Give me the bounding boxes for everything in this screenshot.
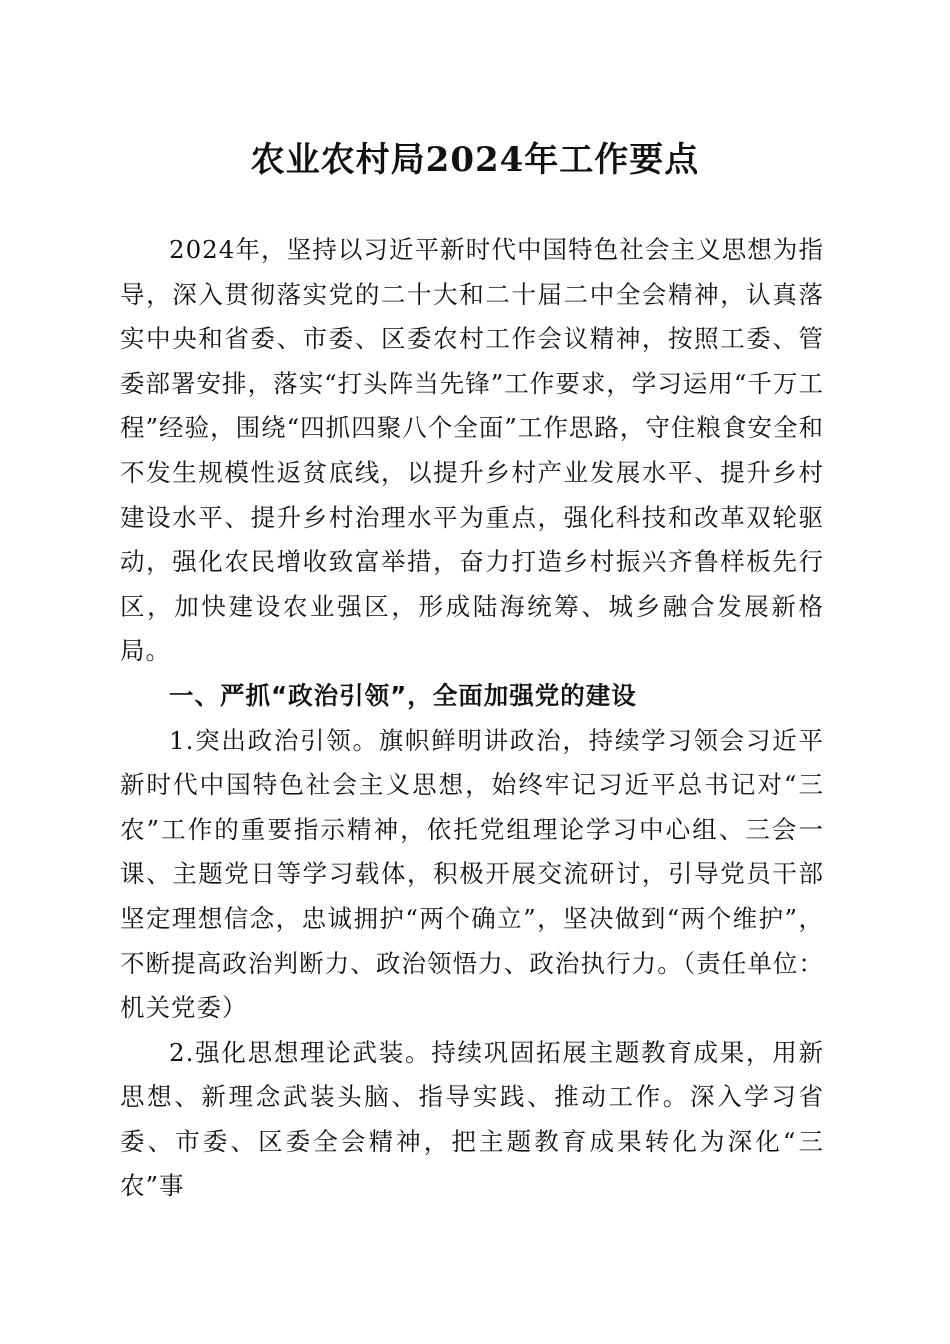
item-paragraph-2: 2.强化思想理论武装。持续巩固拓展主题教育成果，用新思想、新理念武装头脑、指导实践、推动工作。深入学习省委、市委、区委全会精神，把主题教育成果转化为深化“三农”事 [120, 1037, 824, 1201]
item-paragraph-1: 1.突出政治引领。旗帜鲜明讲政治，持续学习领会习近平新时代中国特色社会主义思想，始终牢记习近平总书记对“三农”工作的重要指示精神，依托党组理论学习中心组、三会一课、主题党日等学习载体，积极开展交流研讨，引导党员干部坚定理想信念，忠诚拥护“两个确立”，坚决做到“两个维护”，不断提高政治判断力、政治领悟力、政治执行力。（责任单位：机关党委） [120, 725, 824, 1023]
document-body [120, 228, 824, 1209]
section-heading-1: 一、严抓“政治引领”，全面加强党的建设 [169, 680, 637, 710]
intro-paragraph: 2024年，坚持以习近平新时代中国特色社会主义思想为指导，深入贯彻落实党的二十大和二十届二中全会精神，认真落实中央和省委、市委、区委农村工作会议精神，按照工委、管委部署安排，落实“打头阵当先锋”工作要求，学习运用“千万工程”经验，围绕“四抓四聚八个全面”工作思路，守住粮食安全和不发生规模性返贫底线，以提升乡村产业发展水平、提升乡村建设水平、提升乡村治理水平为重点，强化科技和改革双轮驱动，强化农民增收致富举措，奋力打造乡村振兴齐鲁样板先行区，加快建设农业强区，形成陆海统筹、城乡融合发展新格局。 [120, 235, 824, 666]
document-title: 农业农村局2024年工作要点 [250, 140, 700, 180]
